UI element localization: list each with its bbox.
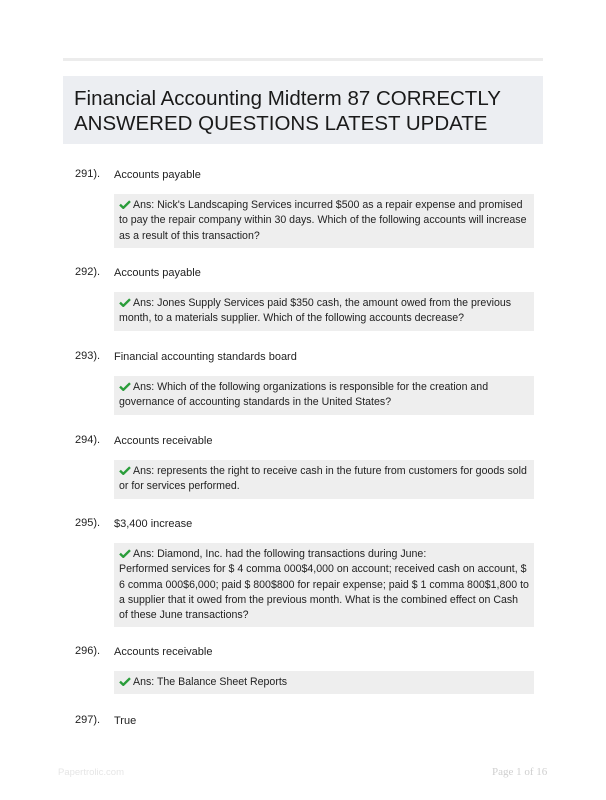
document-title: Financial Accounting Midterm 87 CORRECTLY ANSWERED QUESTIONS LATEST UPDATE [74,87,501,135]
checkmark-icon [119,200,131,209]
footer-watermark: Papertrolic.com [58,767,124,778]
answer-line [119,675,530,690]
checkmark-icon [119,677,131,686]
answer-line [119,578,530,593]
question-number: 291). [75,168,101,180]
answer-line [119,479,530,494]
answer-text: Ans: Nick's Landscaping Services incurred $500 as a repair expense and promised [133,199,523,211]
question-text: Accounts payable [114,169,201,181]
question-text: Accounts payable [114,267,201,279]
answer-text: as a result of this transaction? [119,229,260,242]
question-number: 292). [75,266,101,278]
answer-text: Ans: Which of the following organizations is responsible for the creation and [133,381,489,393]
answer-text: a supplier that it owed from the previous month. What is the combined effect on Cash [119,593,519,606]
checkmark-icon [119,298,131,307]
question-text: Financial accounting standards board [114,351,297,363]
answer-text: Ans: represents the right to receive cash in the future from customers for goods sold [133,465,527,477]
answer-text: to pay the repair company within 30 days. Which of the following accounts will increase [119,214,527,227]
answer-line [119,380,530,395]
question-number: 296). [75,645,101,657]
question-text: $3,400 increase [114,518,193,530]
question-number: 294). [75,434,101,446]
question-text: Accounts receivable [114,435,213,447]
checkmark-icon [119,382,131,391]
answer-line [119,296,530,311]
answer-text: of these June transactions? [119,609,249,622]
answer-line [119,608,530,623]
page-number: Page 1 of 16 [492,766,548,778]
answer-text: month, to a materials supplier. Which of the following accounts decrease? [119,312,465,325]
answer-line [119,593,530,608]
question-number: 297). [75,714,101,726]
answer-line [119,311,530,326]
answer-text: Ans: The Balance Sheet Reports [133,676,288,688]
answer-text: governance of accounting standards in the United States? [119,396,392,409]
question-number: 293). [75,350,101,362]
question-number: 295). [75,517,101,529]
answer-line [119,395,530,410]
answer-line [119,229,530,244]
answer-box [114,543,534,627]
question-text: True [114,715,137,727]
answer-text: Ans: Jones Supply Services paid $350 cash, the amount owed from the previous [133,297,512,309]
answer-text: Performed services for $ 4 comma 000$4,000 on account; received cash on account, $ [119,563,527,576]
answer-box [114,671,534,694]
answer-box [114,194,534,248]
answer-box [114,292,534,331]
question-text: Accounts receivable [114,646,213,658]
answer-text: or for services performed. [119,480,240,493]
answer-text: 6 comma 000$6,000; paid $ 800$800 for repair expense; paid $ 1 comma 800$1,800 to [119,578,529,591]
answer-line [119,547,530,562]
answer-box [114,376,534,415]
checkmark-icon [119,466,131,475]
title-banner [63,76,543,144]
answer-text: Ans: Diamond, Inc. had the following transactions during June: [133,548,427,560]
answer-line [119,464,530,479]
top-divider [63,58,543,61]
checkmark-icon [119,549,131,558]
answer-line [119,562,530,577]
answer-line [119,213,530,228]
answer-box [114,460,534,499]
answer-line [119,198,530,213]
